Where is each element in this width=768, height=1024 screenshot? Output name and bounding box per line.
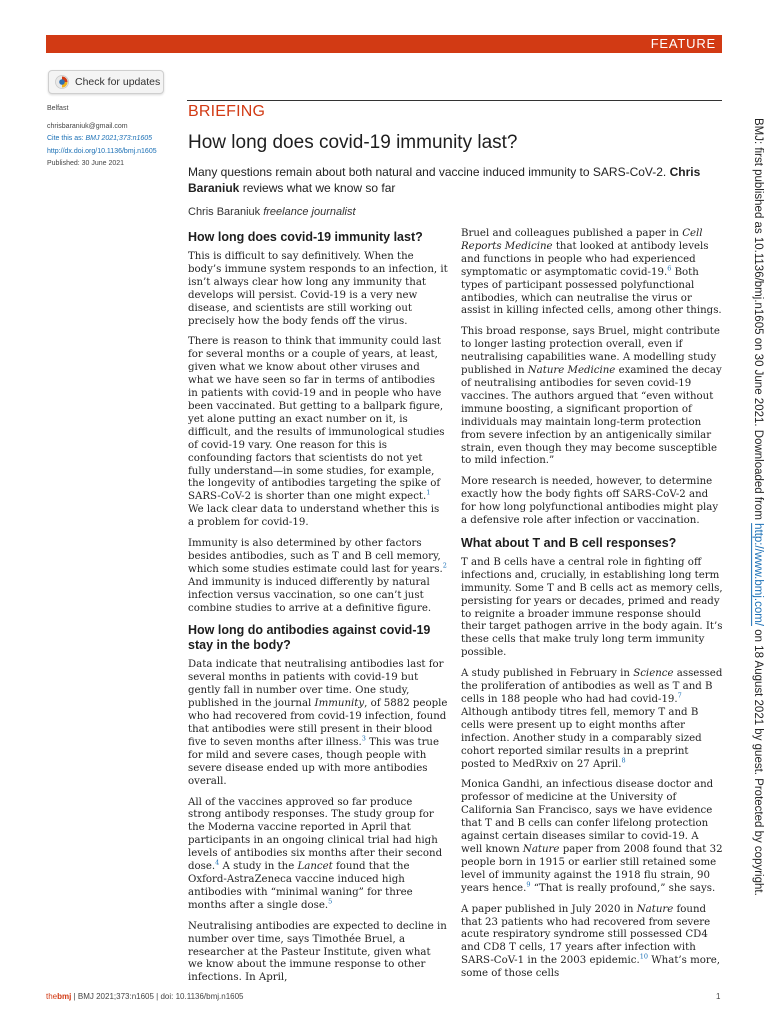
paragraph: A study published in February in Science assessed the proliferation of antibodies as well as T and B cells in 188 people who had had covid-19.$^7$ Although antibody titres fell, memory T and B cells were present up to eight months after infection. Another study in a comparably sized cohort reported similar results in a preprint posted to MedRxiv on 27 April.$^8$: [461, 668, 723, 770]
author-location: Belfast: [47, 105, 69, 112]
footer-brand-the: the: [46, 992, 58, 1001]
check-updates-icon: [55, 75, 69, 89]
reference-link[interactable]: 1: [426, 488, 431, 497]
body-column-right: [461, 228, 723, 989]
paragraph: This is difficult to say definitively. When the body’s immune system responds to an infection, it isn’t always clear how long any immunity that develops will persist. Covid-19 is a very new disease, and scientists are still working out precisely how the body fends off the virus.: [188, 251, 448, 327]
section-heading: How long does covid-19 immunity last?: [188, 230, 423, 244]
paragraph: There is reason to think that immunity could last for several months or a couple of years, at least, given what we know about other viruses and what we have seen so far in terms of antibodies in patients with covid-19 and in people who have been vaccinated. But getting to a ballpark figure, yet alone putting an exact number on it, is difficult, and the results of immunological studies of covid-19 vary. One reason for this is confounding factors that scientists do not yet fully understand—in some studies, for example, the longevity of antibodies targeting the spike of SARS-CoV-2 is shorter than one might expect.$^1$ We lack clear data to understand whether this is a problem for covid-19.: [188, 336, 445, 529]
doi-link[interactable]: http://dx.doi.org/10.1136/bmj.n1605: [47, 147, 157, 155]
reference-link[interactable]: 10: [639, 952, 648, 961]
copyright-sidebar: BMJ: first published as 10.1136/bmj.n1605 on 30 June 2021. Downloaded from http://www.bmj.com/ on 18 August 2021 by guest. Protected by copyright.: [752, 118, 764, 896]
article-meta: [47, 103, 177, 171]
standfirst-author: Chris Baraniuk: [188, 165, 701, 195]
body-column-left: [188, 230, 448, 993]
header-rule: [187, 100, 722, 101]
byline-name: Chris Baraniuk: [188, 206, 264, 218]
byline-role: freelance journalist: [263, 206, 356, 218]
check-updates-label: Check for updates: [75, 76, 161, 88]
bmj-site-link[interactable]: http://www.bmj.com/: [752, 523, 764, 626]
reference-link[interactable]: 3: [361, 734, 366, 743]
standfirst: [188, 164, 718, 196]
article-title: How long does covid-19 immunity last?: [188, 132, 518, 153]
section-heading: How long do antibodies against covid-19 stay in the body?: [188, 623, 431, 653]
paragraph: Monica Gandhi, an infectious disease doctor and professor of medicine at the University of California San Francisco, says we have evidence that T and B cells can confer lifelong protection against certain diseases similar to covid-19. A well known Nature paper from 2008 found that 32 people born in 1915 or earlier still retained some level of immunity against the 1918 flu strain, 90 years hence.$^9$ “That is really profound,” she says.: [461, 779, 723, 894]
published-date: Published: 30 June 2021: [47, 160, 125, 167]
standfirst-tail: reviews what we know so far: [239, 181, 396, 195]
paragraph: A paper published in July 2020 in Nature found that 23 patients who had recovered from severe acute respiratory syndrome still possessed CD4 and CD8 T cells, 17 years after infection with SARS-CoV-1 in the 2003 epidemic.$^{10}$ What’s more, some of those cells: [461, 903, 721, 980]
section-heading: What about T and B cell responses?: [461, 535, 677, 550]
reference-link[interactable]: 6: [667, 264, 672, 273]
feature-band: [46, 35, 722, 53]
citation-line: [47, 133, 177, 146]
section-label: FEATURE: [650, 36, 716, 51]
page-footer: [46, 992, 244, 1001]
paragraph: All of the vaccines approved so far produce strong antibody responses. The study group for the Moderna vaccine reported in April that participants in an ongoing clinical trial had high levels of antibodies six months after their second dose.$^4$ A study in the Lancet found that the Oxford-AstraZeneca vaccine induced high antibodies with “minimal waning” for three months after a single dose.$^5$: [188, 796, 443, 911]
reference-link[interactable]: 4: [215, 858, 220, 867]
paragraph: Immunity is also determined by other factors besides antibodies, such as T and B cell memory, which some studies estimate could last for years.$^2$ And immunity is induced differently by natural infection versus vaccination, so one can’t just combine studies to arrive at a definitive figure.: [188, 538, 447, 614]
reference-link[interactable]: 7: [677, 691, 682, 700]
paragraph: Neutralising antibodies are expected to decline in number over time, says Timothée Bruel, a researcher at the Pasteur Institute, given what we know about the immune response to other infections. In April,: [188, 920, 447, 984]
page-number: 1: [716, 992, 721, 1001]
author-email[interactable]: chrisbaraniuk@gmail.com: [47, 122, 128, 130]
paragraph: This broad response, says Bruel, might contribute to longer lasting protection overall, even if neutralising capabilities wane. A modelling study published in Nature Medicine examined the decay of neutralising antibodies for seven covid-19 vaccines. The authors argued that “even without immune boosting, a significant proportion of individuals may maintain long-term protection from severe infection by an antigenically similar strain, even though they may become susceptible to mild infection.”: [461, 326, 722, 467]
cite-value: BMJ 2021;373:n1605: [85, 135, 153, 142]
paragraph: Data indicate that neutralising antibodies last for several months in patients with covid-19 but gently fall in number over time. One study, published in the journal Immunity, of 5882 people who had recovered from covid-19 infection, found that antibodies were still present in their blood five to seven months after illness.$^3$ This was true for mild and severe cases, though people with severe disease ended up with more antibodies overall.: [188, 659, 448, 787]
article-kicker: BRIEFING: [188, 103, 266, 120]
reference-link[interactable]: 9: [526, 880, 531, 889]
paragraph: T and B cells have a central role in fighting off infections and, crucially, in establishing long term immunity. Some T and B cells act as memory cells, persisting for years or decades, primed and ready to reignite a broader immune response should their target pathogen arrive in the body again. It’s these cells that make truly long term immunity possible.: [461, 556, 723, 659]
paragraph: Bruel and colleagues published a paper in Cell Reports Medicine that looked at antibody levels and functions in people who had experienced symptomatic or asymptomatic covid-19.$^6$ Both types of participant possessed polyfunctional antibodies, which can neutralise the virus or assist in killing infected cells, among other things.: [461, 228, 722, 317]
footer-brand-bmj: bmj: [57, 992, 72, 1001]
footer-citation: | BMJ 2021;373:n1605 | doi: 10.1136/bmj.n1605: [71, 992, 244, 1001]
paragraph: More research is needed, however, to determine exactly how the body fights off SARS-CoV-2 and for how long polyfunctional antibodies might play a defensive role after infection or vaccination.: [461, 476, 719, 527]
reference-link[interactable]: 2: [442, 561, 447, 570]
byline: [188, 206, 708, 218]
reference-link[interactable]: 5: [328, 897, 333, 906]
reference-link[interactable]: 8: [621, 756, 626, 765]
check-for-updates-button[interactable]: [48, 70, 164, 94]
cite-label: Cite this as:: [47, 135, 86, 142]
standfirst-text: Many questions remain about both natural and vaccine induced immunity to SARS-CoV-2.: [188, 165, 670, 179]
